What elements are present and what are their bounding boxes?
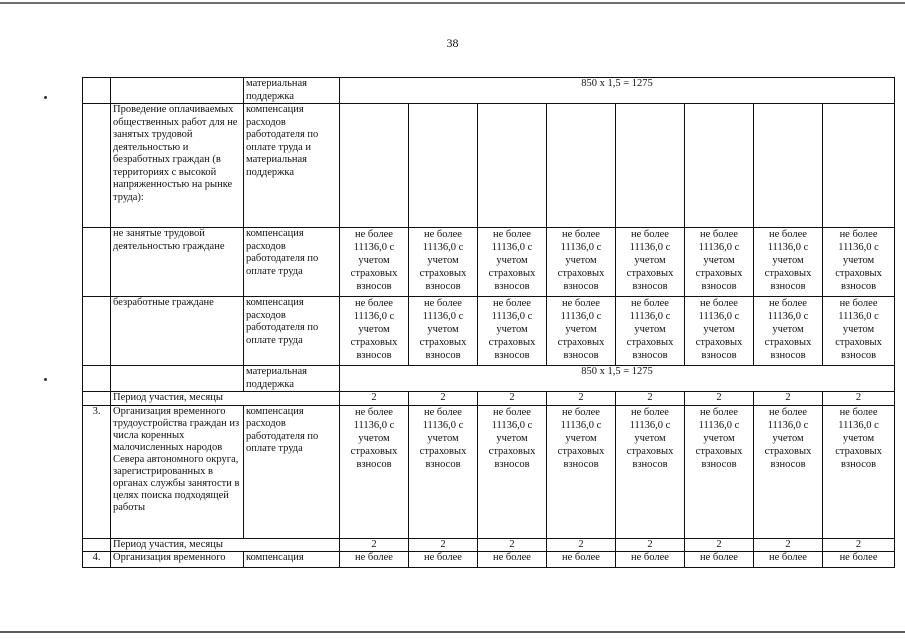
- number-cell: 3.: [83, 405, 111, 538]
- value-cell: не более: [478, 552, 547, 568]
- page-number: 38: [446, 36, 459, 50]
- description-cell: [111, 78, 244, 104]
- scan-speck: [44, 378, 47, 381]
- value-cell: не более: [823, 552, 895, 568]
- value-cell: [754, 104, 823, 228]
- value-cell: не более 11136,0 с учетом страховых взносов: [340, 297, 409, 366]
- value-cell: не более 11136,0 с учетом страховых взносов: [547, 405, 616, 538]
- description-cell: Организация временного трудоустройства граждан из числа коренных малочисленных народов Севера автономного округа, зарегистрированных в органах службы занятости в целях поиска подходящей работы: [111, 405, 244, 538]
- measure-cell: компенсация расходов работодателя по оплате труда: [244, 228, 340, 297]
- value-cell: не более: [409, 552, 478, 568]
- value-cell: не более 11136,0 с учетом страховых взносов: [478, 405, 547, 538]
- period-value: 2: [409, 538, 478, 552]
- scan-bottom-edge: [0, 631, 905, 633]
- period-value: 2: [616, 392, 685, 406]
- measure-cell: компенсация: [244, 552, 340, 568]
- period-value: 2: [754, 538, 823, 552]
- value-cell: не более 11136,0 с учетом страховых взносов: [340, 228, 409, 297]
- value-cell: [547, 104, 616, 228]
- value-cell: не более 11136,0 с учетом страховых взносов: [616, 405, 685, 538]
- period-label: Период участия, месяцы: [111, 538, 340, 552]
- value-cell: не более: [616, 552, 685, 568]
- table-row: [83, 228, 895, 297]
- period-value: 2: [409, 392, 478, 406]
- value-cell: не более 11136,0 с учетом страховых взносов: [547, 297, 616, 366]
- measure-cell: компенсация расходов работодателя по оплате труда: [244, 297, 340, 366]
- number-cell: [83, 392, 111, 406]
- description-cell: [111, 366, 244, 392]
- value-cell: не более 11136,0 с учетом страховых взносов: [616, 297, 685, 366]
- table-row: [83, 552, 895, 568]
- description-cell: Проведение оплачиваемых общественных работ для не занятых трудовой деятельностью и безработных граждан (в территориях с высокой напряженностью на рынке труда):: [111, 104, 244, 228]
- value-cell: не более 11136,0 с учетом страховых взносов: [823, 297, 895, 366]
- number-cell: 4.: [83, 552, 111, 568]
- number-cell: [83, 78, 111, 104]
- value-cell: не более 11136,0 с учетом страховых взносов: [478, 228, 547, 297]
- program-table: [82, 77, 895, 568]
- description-cell: Организация временного: [111, 552, 244, 568]
- value-cell: [823, 104, 895, 228]
- scan-top-edge: [0, 2, 905, 4]
- number-cell: [83, 366, 111, 392]
- table-row: [83, 405, 895, 538]
- table-row: [83, 538, 895, 552]
- value-cell: не более 11136,0 с учетом страховых взносов: [754, 297, 823, 366]
- number-cell: [83, 297, 111, 366]
- value-cell: не более 11136,0 с учетом страховых взносов: [547, 228, 616, 297]
- measure-cell: материальная поддержка: [244, 78, 340, 104]
- table-row: [83, 104, 895, 228]
- measure-cell: компенсация расходов работодателя по оплате труда: [244, 405, 340, 538]
- number-cell: [83, 104, 111, 228]
- value-cell: [478, 104, 547, 228]
- period-value: 2: [547, 538, 616, 552]
- measure-cell: компенсация расходов работодателя по оплате труда и материальная поддержка: [244, 104, 340, 228]
- period-value: 2: [478, 538, 547, 552]
- value-cell: [409, 104, 478, 228]
- value-cell: не более 11136,0 с учетом страховых взносов: [823, 405, 895, 538]
- value-cell: не более 11136,0 с учетом страховых взносов: [409, 405, 478, 538]
- period-value: 2: [340, 538, 409, 552]
- value-cell: не более: [754, 552, 823, 568]
- table-row: [83, 297, 895, 366]
- period-value: 2: [823, 392, 895, 406]
- period-value: 2: [823, 538, 895, 552]
- period-value: 2: [616, 538, 685, 552]
- formula-cell: 850 х 1,5 = 1275: [340, 78, 895, 104]
- value-cell: не более 11136,0 с учетом страховых взносов: [754, 405, 823, 538]
- table-row: [83, 392, 895, 406]
- period-value: 2: [685, 538, 754, 552]
- value-cell: не более: [547, 552, 616, 568]
- value-cell: [340, 104, 409, 228]
- description-cell: не занятые трудовой деятельностью граждане: [111, 228, 244, 297]
- number-cell: [83, 538, 111, 552]
- value-cell: не более 11136,0 с учетом страховых взносов: [754, 228, 823, 297]
- value-cell: [616, 104, 685, 228]
- value-cell: не более: [340, 552, 409, 568]
- formula-cell: 850 х 1,5 = 1275: [340, 366, 895, 392]
- table-row: [83, 366, 895, 392]
- value-cell: не более 11136,0 с учетом страховых взносов: [616, 228, 685, 297]
- value-cell: не более 11136,0 с учетом страховых взносов: [685, 297, 754, 366]
- period-value: 2: [340, 392, 409, 406]
- period-value: 2: [478, 392, 547, 406]
- table-row: [83, 78, 895, 104]
- value-cell: не более 11136,0 с учетом страховых взносов: [823, 228, 895, 297]
- value-cell: не более 11136,0 с учетом страховых взносов: [409, 297, 478, 366]
- value-cell: не более: [685, 552, 754, 568]
- period-value: 2: [754, 392, 823, 406]
- value-cell: [685, 104, 754, 228]
- period-value: 2: [547, 392, 616, 406]
- value-cell: не более 11136,0 с учетом страховых взносов: [685, 228, 754, 297]
- value-cell: не более 11136,0 с учетом страховых взносов: [340, 405, 409, 538]
- value-cell: не более 11136,0 с учетом страховых взносов: [685, 405, 754, 538]
- period-label: Период участия, месяцы: [111, 392, 340, 406]
- period-value: 2: [685, 392, 754, 406]
- value-cell: не более 11136,0 с учетом страховых взносов: [409, 228, 478, 297]
- scan-speck: [44, 96, 47, 99]
- value-cell: не более 11136,0 с учетом страховых взносов: [478, 297, 547, 366]
- description-cell: безработные граждане: [111, 297, 244, 366]
- number-cell: [83, 228, 111, 297]
- measure-cell: материальная поддержка: [244, 366, 340, 392]
